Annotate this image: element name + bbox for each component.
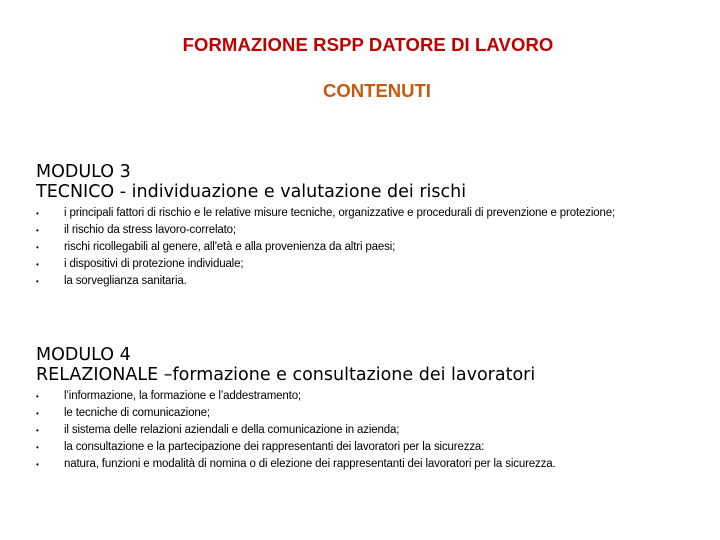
list-item [36, 222, 706, 239]
bullet-icon: • [36, 460, 39, 469]
list-item [36, 239, 706, 256]
list-item [36, 388, 706, 405]
list-item-text: il rischio da stress lavoro-correlato; [64, 224, 236, 236]
bullet-icon: • [36, 277, 39, 286]
module-3-bullet-list [36, 205, 706, 290]
list-item [36, 273, 706, 290]
list-item-text: il sistema delle relazioni aziendali e della comunicazione in azienda; [64, 424, 400, 436]
list-item [36, 422, 706, 439]
list-item [36, 205, 674, 222]
list-item-text: la sorveglianza sanitaria. [64, 275, 187, 287]
list-item [36, 439, 706, 456]
module-4-heading-line2: RELAZIONALE –formazione e consultazione dei lavoratori [36, 365, 536, 385]
list-item-text: i dispositivi di protezione individuale; [64, 258, 244, 270]
list-item-text: l’informazione, la formazione e l’addestramento; [64, 390, 301, 402]
page-subtitle: CONTENUTI [323, 80, 431, 101]
module-4-bullet-list [36, 388, 706, 473]
list-item-text: le tecniche di comunicazione; [64, 407, 210, 419]
bullet-icon: • [36, 226, 39, 235]
list-item-text: i principali fattori di rischio e le relative misure tecniche, organizzative e procedurali di prevenzione e protezione; [64, 207, 616, 219]
module-4-heading-line1: MODULO 4 [36, 345, 131, 365]
module-3-heading-line2: TECNICO - individuazione e valutazione dei rischi [36, 182, 467, 202]
list-item [36, 405, 706, 422]
bullet-icon: • [36, 243, 39, 252]
list-item-text: natura, funzioni e modalità di nomina o di elezione dei rappresentanti dei lavoratori per la sicurezza. [64, 458, 556, 470]
bullet-icon: • [36, 426, 39, 435]
bullet-icon: • [36, 409, 39, 418]
list-item-text: rischi ricollegabili al genere, all'età e alla provenienza da altri paesi; [64, 241, 396, 253]
bullet-icon: • [36, 209, 39, 218]
bullet-icon: • [36, 392, 39, 401]
list-item [36, 456, 706, 473]
module-4-section [36, 345, 706, 473]
page-title: FORMAZIONE RSPP DATORE DI LAVORO [182, 34, 554, 55]
module-3-heading-line1: MODULO 3 [36, 162, 131, 182]
bullet-icon: • [36, 260, 39, 269]
bullet-icon: • [36, 443, 39, 452]
list-item [36, 256, 706, 273]
module-3-section [36, 162, 706, 290]
list-item-text: la consultazione e la partecipazione dei rappresentanti dei lavoratori per la sicurezza: [64, 441, 485, 453]
